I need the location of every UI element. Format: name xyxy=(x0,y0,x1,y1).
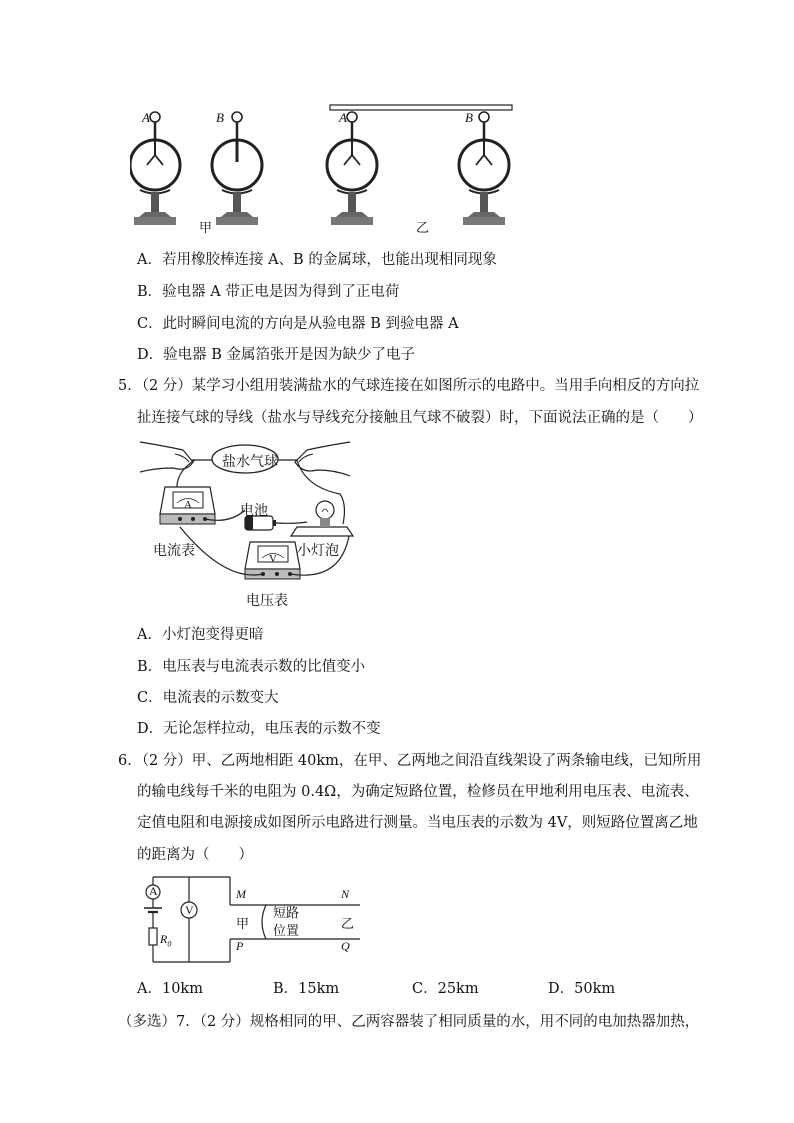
q4-option-b: B．验电器 A 带正电是因为得到了正电荷 xyxy=(137,284,400,300)
jia-a-label: A xyxy=(142,110,150,125)
ammeter-letter: A xyxy=(149,884,158,898)
q7-stem-line1: （多选）7．（2 分）规格相同的甲、乙两容器装了相同质量的水，用不同的电加热器加热， xyxy=(118,1014,700,1030)
yi-label: 乙 xyxy=(341,917,355,932)
point-n: N xyxy=(341,887,350,901)
point-m: M xyxy=(236,887,246,901)
electroscope-yi-b xyxy=(459,112,509,225)
q6-option-c: C．25km xyxy=(412,981,479,997)
q6-stem-line1: 6．（2 分）甲、乙两地相距 40km，在甲、乙两地之间沿直线架设了两条输电线，已知所用 xyxy=(118,753,702,769)
jia-label: 甲 xyxy=(236,917,250,932)
yi-caption: 乙 xyxy=(416,221,430,236)
jia-caption: 甲 xyxy=(199,221,213,236)
q6-option-d: D．50km xyxy=(548,981,616,997)
resistor-letter: $R_0$ xyxy=(160,932,172,949)
ammeter-label: 电流表 xyxy=(153,543,195,559)
voltmeter-letter: V xyxy=(185,903,194,917)
resistor-r0 xyxy=(149,928,157,945)
q4-option-a: A．若用橡胶棒连接 A、B 的金属球，也能出现相同现象 xyxy=(137,252,497,268)
q5-stem-line1: 5．（2 分）某学习小组用装满盐水的气球连接在如图所示的电路中。当用手向相反的方向拉 xyxy=(118,378,700,394)
short-circuit-diagram xyxy=(138,872,368,967)
yi-b-label: B xyxy=(465,110,473,125)
q4-option-c: C．此时瞬间电流的方向是从验电器 B 到验电器 A xyxy=(137,316,459,332)
yi-a-label: A xyxy=(339,110,347,125)
q5-option-d: D．无论怎样拉动，电压表的示数不变 xyxy=(137,721,381,737)
voltmeter-label: 电压表 xyxy=(246,593,288,609)
q5-option-a: A．小灯泡变得更暗 xyxy=(137,627,264,643)
short-label-2: 位置 xyxy=(273,924,300,939)
bulb-label: 小灯泡 xyxy=(297,543,339,559)
balloon-label: 盐水气球 xyxy=(222,454,278,470)
q6-stem-line3: 定值电阻和电源接成如图所示电路进行测量。当电压表的示数为 4V，则短路位置离乙地 xyxy=(137,815,698,831)
point-p: P xyxy=(236,939,244,953)
q6-option-b: B．15km xyxy=(273,981,340,997)
q5-option-c: C．电流表的示数变大 xyxy=(137,690,279,706)
q5-option-b: B．电压表与电流表示数的比值变小 xyxy=(137,659,366,675)
ammeter-symbol: A xyxy=(184,499,192,511)
short-label-1: 短路 xyxy=(273,906,300,921)
q4-option-d: D．验电器 B 金属箔张开是因为缺少了电子 xyxy=(137,347,415,363)
connecting-rod xyxy=(330,105,512,110)
electroscope-jia-b xyxy=(212,112,262,225)
electroscope-jia-a xyxy=(130,112,180,225)
q6-stem-line2: 的输电线每千米的电阻为 0.4Ω，为确定短路位置，检修员在甲地利用电压表、电流表、 xyxy=(137,784,699,800)
q6-stem-line4: 的距离为（ ） xyxy=(137,847,253,863)
q6-option-a: A．10km xyxy=(137,981,203,997)
electroscope-yi-a xyxy=(327,112,377,225)
q5-stem-line2: 扯连接气球的导线（盐水与导线充分接触且气球不破裂）时，下面说法正确的是（ ） xyxy=(137,410,703,426)
jia-b-label: B xyxy=(216,110,224,125)
voltmeter-symbol: V xyxy=(269,553,277,565)
point-q: Q xyxy=(341,939,350,953)
battery-label: 电池 xyxy=(240,503,268,519)
